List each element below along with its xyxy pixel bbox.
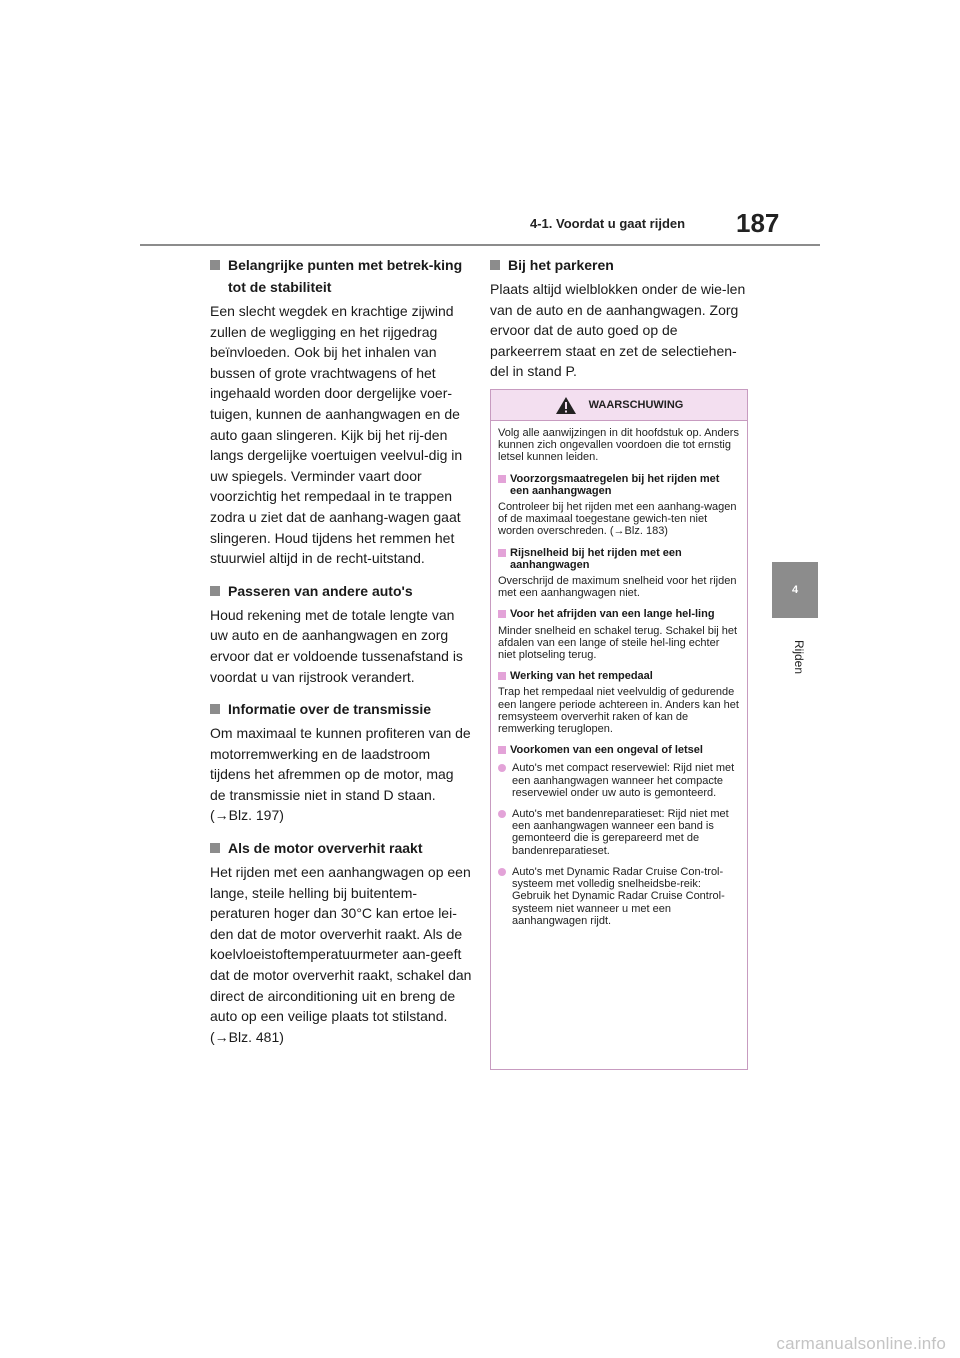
warning-triangle-icon	[555, 396, 577, 415]
section-passing	[210, 580, 472, 687]
square-bullet-icon	[498, 475, 506, 483]
circle-bullet-icon	[498, 868, 506, 876]
warning-bullet: Auto's met Dynamic Radar Cruise Con-trol-systeem met volledig snelheidsbe-reik: Gebruik het Dynamic Radar Cruise Control-systeem niet wanneer u met een aanhangwagen rijdt.	[498, 866, 740, 927]
warning-header	[491, 390, 747, 421]
warning-heading: Rijsnelheid bij het rijden met een aanhangwagen	[498, 547, 740, 571]
warning-bullet: Auto's met bandenreparatieset: Rijd niet met een aanhangwagen wanneer een band is gemonteerd die is gerepareerd met de bandenreparatieset.	[498, 808, 740, 857]
warning-text: Minder snelheid en schakel terug. Schakel bij het afdalen van een lange of steile hel-ling echter niet plotseling terug.	[498, 624, 738, 662]
chapter-side-label: Rijden	[792, 640, 806, 675]
section-transmission	[210, 698, 472, 826]
warning-heading: Werking van het rempedaal	[498, 670, 740, 682]
square-bullet-icon	[490, 260, 500, 270]
section-text: Plaats altijd wielblokken onder de wie-len van de auto en de aanhangwagen. Zorg ervoor dat de auto goed op de parkeerrem staat en zet de selectiehen-del in stand P.	[490, 281, 746, 380]
circle-bullet-icon	[498, 810, 506, 818]
warning-box	[490, 389, 748, 1070]
header-rule	[140, 244, 820, 246]
section-heading: Bij het parkeren	[490, 254, 752, 276]
warning-heading: Voor het afrijden van een lange hel-ling	[498, 608, 740, 620]
square-bullet-icon	[210, 704, 220, 714]
section-heading: Passeren van andere auto's	[210, 580, 472, 602]
circle-bullet-icon	[498, 764, 506, 772]
square-bullet-icon	[210, 260, 220, 270]
square-bullet-icon	[498, 549, 506, 557]
warning-title: WAARSCHUWING	[588, 399, 684, 411]
warning-intro: Volg alle aanwijzingen in dit hoofdstuk op. Anders kunnen zich ongevallen voordoen die tot ernstig letsel kunnen leiden.	[498, 427, 739, 464]
square-bullet-icon	[498, 672, 506, 680]
watermark: carmanualsonline.info	[776, 1334, 946, 1353]
warning-heading: Voorzorgsmaatregelen bij het rijden met een aanhangwagen	[498, 473, 740, 497]
page-number: 187	[736, 208, 780, 238]
page-header-title: 4-1. Voordat u gaat rijden	[530, 216, 686, 231]
section-heading: Informatie over de transmissie	[210, 698, 472, 720]
square-bullet-icon	[498, 746, 506, 754]
warning-text: Overschrijd de maximum snelheid voor het rijden met een aanhangwagen niet.	[498, 575, 737, 600]
square-bullet-icon	[498, 610, 506, 618]
section-heading: Als de motor oververhit raakt	[210, 837, 472, 859]
square-bullet-icon	[210, 843, 220, 853]
section-parking	[490, 254, 752, 382]
warning-bullet: Auto's met compact reservewiel: Rijd niet met een aanhangwagen wanneer het compacte reservewiel onder uw auto is gemonteerd.	[498, 762, 740, 799]
section-text: Een slecht wegdek en krachtige zijwind zullen de wegligging en het rijgedrag beïnvloeden. Ook bij het inhalen van bussen of grote vrachtwagens of het ingehaald worden door dergelijke voer-tuigen, kunnen de aanhangwagen en de auto gaan slingeren. Kijk bij het rij-den langs dergelijke voertuigen veelvul-dig in uw spiegels. Verminder vaart door voorzichtig het rempedaal in te trappen zodra u ziet dat de aanhang-wagen gaat slingeren. Houd tijdens het remmen het stuurwiel altijd in de recht-uitstand.	[210, 303, 463, 567]
right-column	[490, 254, 752, 393]
section-heading: Belangrijke punten met betrek-king tot de stabiliteit	[210, 254, 472, 298]
section-overheating	[210, 837, 472, 1047]
warning-body	[491, 421, 747, 927]
section-text: Houd rekening met de totale lengte van uw auto en de aanhangwagen en zorg ervoor dat er voldoende tussenafstand is voordat u van rijstrook verandert.	[210, 606, 463, 685]
section-text: Het rijden met een aanhangwagen op een lange, steile helling bij buitentem-peraturen hoger dan 30°C kan ertoe lei-den dat de motor oververhit raakt. Als de koelvloeistoftemperatuurmeter aan-geeft dat de motor oververhit raakt, schakel dan direct de airconditioning uit en breng de auto op een veilige plaats tot stilstand. (→Blz. 481)	[210, 864, 472, 1045]
left-column	[210, 254, 472, 1058]
chapter-tab: 4	[772, 562, 818, 618]
warning-text: Controleer bij het rijden met een aanhang-wagen of de maximaal toegestane gewich-ten niet worden overschreden. (→Blz. 183)	[498, 501, 737, 538]
section-stability	[210, 254, 472, 569]
warning-heading: Voorkomen van een ongeval of letsel	[498, 744, 740, 756]
warning-text: Trap het rempedaal niet veelvuldig of gedurende een langere periode achtereen in. Anders kan het remsysteem oververhit raken of kan de remwerking teruglopen.	[498, 686, 739, 736]
section-text: Om maximaal te kunnen profiteren van de motorremwerking en de laadstroom tijdens het afremmen op de motor, mag de transmissie niet in stand D staan. (→Blz. 197)	[210, 725, 471, 824]
square-bullet-icon	[210, 586, 220, 596]
